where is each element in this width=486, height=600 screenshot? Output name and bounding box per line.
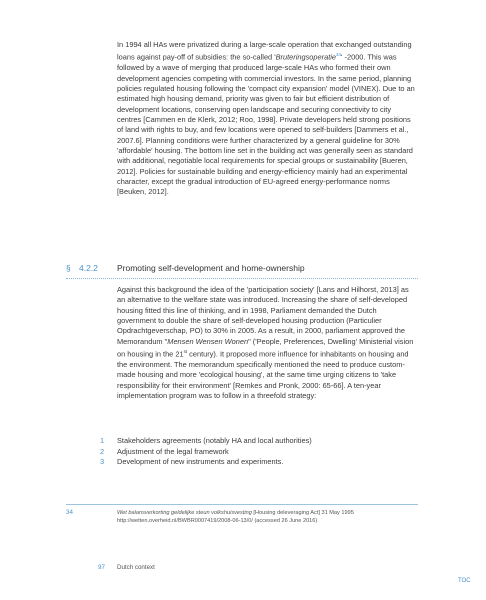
section-number: 4.2.2 <box>79 263 98 273</box>
running-footer-label: Dutch context <box>117 564 155 571</box>
section-symbol: § <box>66 263 71 273</box>
section-title: Promoting self-development and home-ownership <box>117 263 305 273</box>
list-item-text: Adjustment of the legal framework <box>117 446 229 456</box>
footnote-number: 34 <box>66 509 73 516</box>
section-heading <box>66 263 418 277</box>
footnote-body[interactable]: [Housing deleveraging Act] 31 May 1995 http://wetten.overheid.nl/BWBR0007419/2008-06-13/0/ (accessed 26 June 2016) <box>117 510 354 525</box>
list-item-number: 2 <box>100 446 105 456</box>
footnote-text <box>117 509 417 526</box>
p2-superscript: st <box>183 349 188 355</box>
section-divider <box>66 278 418 279</box>
body-paragraph-2 <box>117 285 415 401</box>
p1-italic-term: Bruteringsoperatie <box>275 52 337 62</box>
p1-text-b: ' -2000. This was followed by a wave of merging that produced large-scale HAs who formed their own development agencies competing with commercial investors. In the same period, planning policies regulated housing following the 'compact city expansion' model (VINEX). Due to an estimated high housing demand, priority was given to fair but efficient distribution of development locations, conserving open landscape and securing connectivity to city centres [Cammen en de Klerk, 2012; Roo, 1998]. Private developers held strong positions of land with rights to buy, and few locations were opened to self-builders [Dammers et al., 2007.6]. Planning conditions were further characterized by a general guideline for 30% 'affordable' housing. The bottom line set in the building act was generally seen as standard with additional, negotiable local requirements for special groups or sustainability [Bueren, 2012]. Policies for sustainable building and energy-efficiency mainly had an experimental character, except the gradual introduction of EU-agreed energy-performance norms [Beuken, 2012]. <box>117 52 415 197</box>
list-item-text: Development of new instruments and experiments. <box>117 457 284 467</box>
list-item <box>100 447 420 458</box>
list-item-number: 3 <box>100 457 105 467</box>
p2-text-c: century). It proposed more influence for inhabitants on housing and the environment. The memorandum specifically mentioned the need to produce custom-made housing and more 'ecological housing', at the same time urging citizens to 'take responsibility for their environment' [Remkes and Pronk, 2000: 65-66]. A ten-year implementation program was to follow in a threefold strategy: <box>117 349 409 400</box>
page-number: 97 <box>98 564 105 571</box>
toc-link[interactable]: TOC <box>458 578 471 584</box>
list-item-text: Stakeholders agreements (notably HA and local authorities) <box>117 436 312 445</box>
footnote-ref-34[interactable]: 34 <box>336 52 342 58</box>
p2-text-a: Against this background the idea of the 'participation society' [Lans and Hilhorst, 2013] as an alternative to the welfare state was introduced. Increasing the share of self-developed housing fitted this line of thinking, and in 1998, Parliament demanded the Dutch government to double the share of self-developed housing production (Particulier Opdrachtgeverschap, PO) to 30% in 2005. As a result, in 2000, parliament approved the Memorandum " <box>117 285 409 346</box>
p2-text-b: " ('People, Preferences, Dwelling' Ministerial vision on housing in the 21 <box>117 336 414 359</box>
list-item-number: 1 <box>100 436 105 445</box>
body-paragraph-1 <box>117 40 415 198</box>
list-item <box>100 457 420 468</box>
p2-italic-title: Mensen Wensen Wonen <box>167 336 249 346</box>
strategy-list <box>100 436 420 468</box>
list-item <box>100 436 420 447</box>
footnote-italic-title: Wet balansverkorting geldelijke steun volkshuisvesting <box>117 510 252 516</box>
footnote-divider <box>66 504 418 505</box>
p1-text-a: In 1994 all HAs were privatized during a large-scale operation that exchanged outstanding loans against pay-off of subsidies: the so-called ' <box>117 40 412 62</box>
